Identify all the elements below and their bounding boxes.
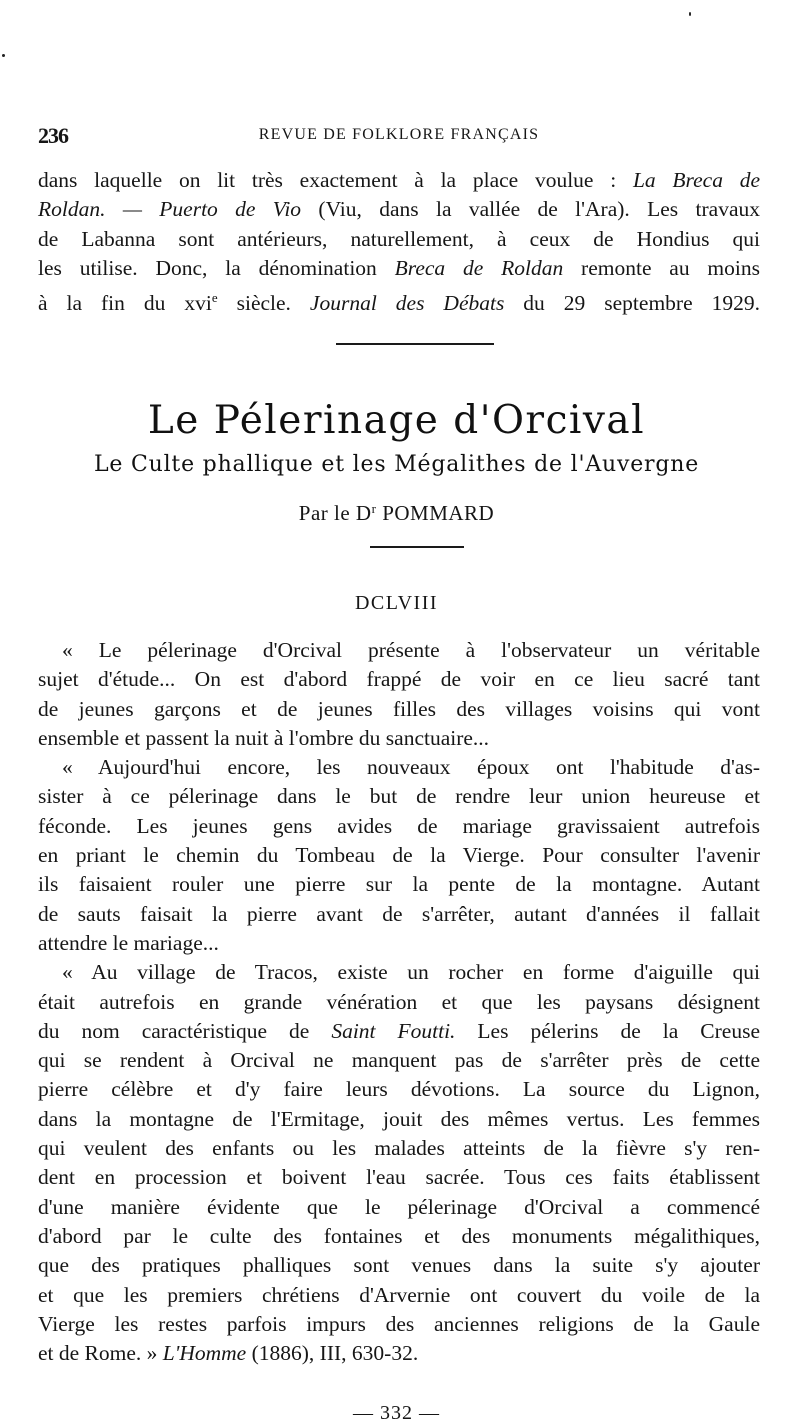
text-line: que des pratiques phalliques sont venues dans la suite s'y ajouter bbox=[38, 1253, 760, 1278]
text-line: ils faisaient rouler une pierre sur la pente de la montagne. Autant bbox=[38, 872, 760, 897]
article-byline: Par le $D^r$ POMMARD bbox=[298, 501, 495, 525]
text-line: de sauts faisait la pierre avant de s'arrêter, autant d'années il fallait bbox=[38, 901, 760, 926]
page-speck bbox=[689, 12, 691, 16]
text-line: attendre le mariage... bbox=[38, 930, 219, 955]
text-line: à la fin du xvi$^e$ siècle. Journal des Débats du 29 septembre 1929. bbox=[38, 290, 760, 316]
text-line: pierre célèbre et d'y faire leurs dévotions. La source du Lignon, bbox=[38, 1077, 760, 1102]
intro-paragraph bbox=[38, 166, 760, 319]
separator-rule bbox=[370, 546, 464, 548]
text-line: était autrefois en grande vénération et que les paysans désignent bbox=[38, 989, 760, 1014]
running-header bbox=[38, 123, 760, 153]
text-line: « Au village de Tracos, existe un rocher en forme d'aiguille qui bbox=[62, 960, 760, 985]
article-subtitle: Le Culte phallique et les Mégalithes de l'Auvergne bbox=[93, 452, 700, 477]
page-speck bbox=[2, 54, 5, 57]
text-line: du nom caractéristique de Saint Foutti. Les pélerins de la Creuse bbox=[38, 1018, 760, 1043]
text-line: dent en procession et boivent l'eau sacrée. Tous ces faits établissent bbox=[38, 1165, 760, 1190]
text-line: « Le pélerinage d'Orcival présente à l'observateur un véritable bbox=[62, 638, 760, 662]
text-line: Roldan. — Puerto de Vio (Viu, dans la vallée de l'Ara). Les travaux bbox=[38, 197, 760, 222]
text-line: qui se rendent à Orcival ne manquent pas de s'arrêter près de cette bbox=[38, 1048, 760, 1073]
text-line: dans la montagne de l'Ermitage, jouit des mêmes vertus. Les femmes bbox=[38, 1106, 760, 1131]
text-line: et de Rome. » L'Homme (1886), III, 630-32. bbox=[38, 1341, 419, 1366]
text-line: de jeunes garçons et de jeunes filles des villages voisins qui vont bbox=[38, 696, 760, 721]
text-line: ensemble et passent la nuit à l'ombre du sanctuaire... bbox=[38, 725, 490, 750]
article-body bbox=[38, 636, 760, 1368]
text-line: qui veulent des enfants ou les malades atteints de la fièvre s'y ren- bbox=[38, 1136, 760, 1161]
text-line: de Labanna sont antérieurs, naturellement, à ceux de Hondius qui bbox=[38, 226, 760, 251]
text-line: féconde. Les jeunes gens avides de mariage gravissaient autrefois bbox=[38, 813, 760, 838]
text-line: « Aujourd'hui encore, les nouveaux époux ont l'habitude d'as- bbox=[62, 755, 760, 780]
page-footer-number: — 332 — bbox=[353, 1402, 440, 1424]
text-line: Vierge les restes parfois impurs des anciennes religions de la Gaule bbox=[38, 1311, 760, 1336]
text-line: d'une manière évidente que le pélerinage d'Orcival a commencé bbox=[38, 1194, 760, 1219]
text-line: dans laquelle on lit très exactement à la place voulue : La Breca de bbox=[38, 168, 760, 192]
article-title: Le Pélerinage d'Orcival bbox=[147, 398, 646, 443]
text-line: sujet d'étude... On est d'abord frappé de voir en ce lieu sacré tant bbox=[38, 667, 760, 692]
separator-rule bbox=[336, 343, 494, 345]
text-line: sister à ce pélerinage dans le but de rendre leur union heureuse et bbox=[38, 784, 760, 809]
text-line: les utilise. Donc, la dénomination Breca de Roldan remonte au moins bbox=[38, 255, 760, 280]
text-line: et que les premiers chrétiens d'Arvernie ont couvert du voile de la bbox=[38, 1282, 760, 1307]
running-head-title: REVUE DE FOLKLORE FRANÇAIS bbox=[258, 126, 540, 143]
text-line: en priant le chemin du Tombeau de la Vierge. Pour consulter l'avenir bbox=[38, 843, 760, 868]
page-number: 236 bbox=[38, 123, 68, 148]
section-number: DCLVIII bbox=[354, 592, 439, 614]
text-line: d'abord par le culte des fontaines et des monuments mégalithiques, bbox=[38, 1223, 760, 1248]
